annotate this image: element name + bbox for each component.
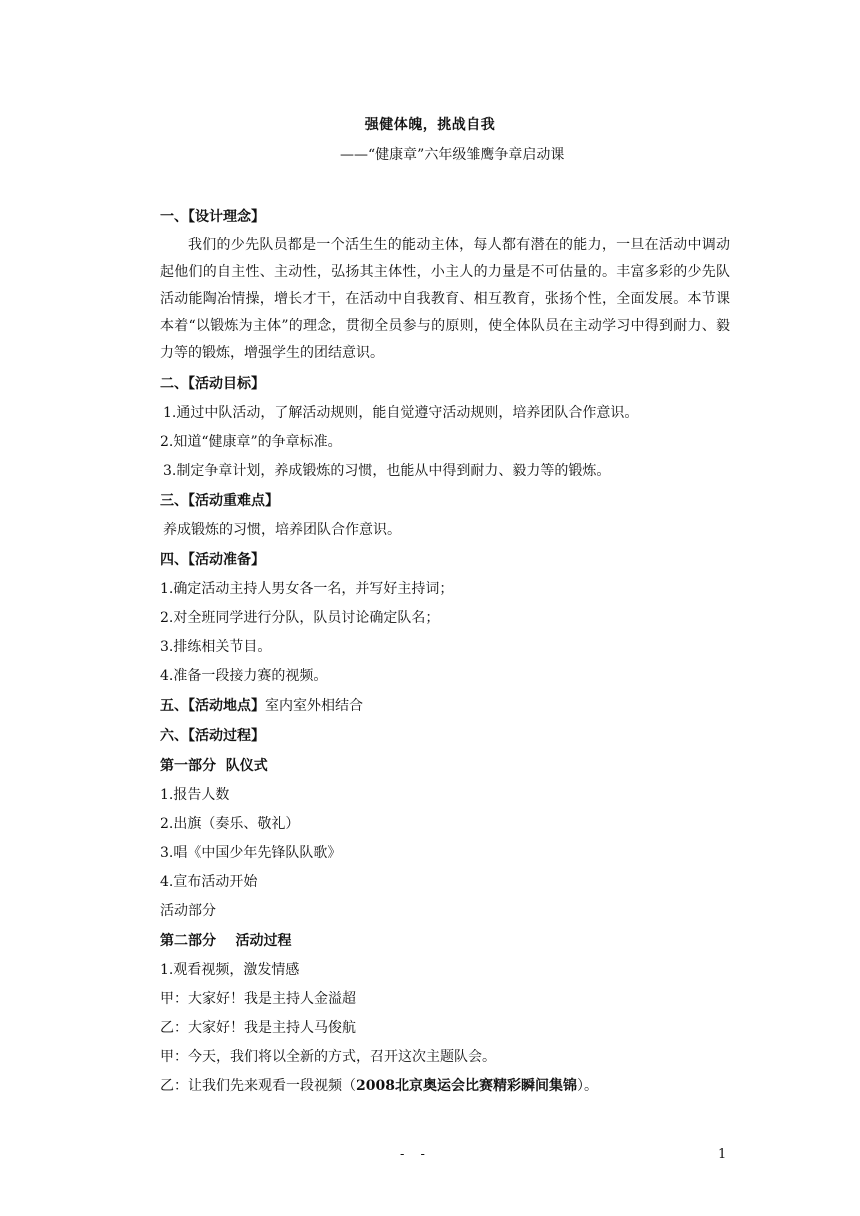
part2-heading: 第二部分 活动过程 <box>160 933 292 949</box>
section-location <box>160 691 730 721</box>
dialogue-line-last <box>160 1072 730 1101</box>
objective-item: 1.通过中队活动，了解活动规则，能自觉遵守活动规则，培养团队合作意识。 <box>163 405 639 421</box>
dialogue-prefix: 乙：让我们先来观看一段视频（ <box>160 1078 356 1094</box>
design-concept-paragraph: 我们的少先队员都是一个活生生的能动主体，每人都有潜在的能力，一旦在活动中调动起他们的自主性、主动性，弘扬其主体性，小主人的力量是不可估量的。丰富多彩的少先队活动能陶冶情操，增长才干，在活动中自我教育、相互教育，张扬个性，全面发展。本节课本着“以锻炼为主体”的理念，贯彻全员参与的原则，使全体队员在主动学习中得到耐力、毅力等的锻炼，增强学生的团结意识。 <box>160 237 730 361</box>
section-heading-key-points: 三、【活动重难点】 <box>160 493 279 509</box>
section-heading-design-concept: 一、【设计理念】 <box>160 209 265 225</box>
section-heading-preparation: 四、【活动准备】 <box>160 552 265 568</box>
objective-item: 2.知道“健康章”的争章标准。 <box>160 434 342 450</box>
preparation-item: 1.确定活动主持人男女各一名，并写好主持词； <box>160 581 454 597</box>
preparation-item: 2.对全班同学进行分队，队员讨论确定队名； <box>160 610 440 626</box>
footer-dashes: - - <box>400 1147 431 1162</box>
dialogue-line: 甲：今天，我们将以全新的方式，召开这次主题队会。 <box>160 1049 496 1065</box>
section-heading-objectives: 二、【活动目标】 <box>160 376 265 392</box>
part1-item: 1.报告人数 <box>160 787 230 803</box>
document-subtitle: ——“健康章”六年级雏鹰争章启动课 <box>340 147 565 163</box>
section-heading-location: 五、【活动地点】 <box>160 698 265 714</box>
part1-item: 2.出旗（奏乐、敬礼） <box>160 816 300 832</box>
part2-item: 1.观看视频，激发情感 <box>160 962 300 978</box>
dialogue-line: 乙：大家好！我是主持人马俊航 <box>160 1020 356 1036</box>
part1-item: 3.唱《中国少年先锋队队歌》 <box>160 845 342 861</box>
document-title: 强健体魄，挑战自我 <box>364 117 496 133</box>
part1-heading: 第一部分 队仪式 <box>160 758 268 774</box>
preparation-item: 3.排练相关节目。 <box>160 639 272 655</box>
activity-part-label: 活动部分 <box>160 903 216 919</box>
objective-item: 3.制定争章计划，养成锻炼的习惯，也能从中得到耐力、毅力等的锻炼。 <box>163 463 611 479</box>
section-heading-process: 六、【活动过程】 <box>160 728 265 744</box>
page-number: 1 <box>718 1147 727 1162</box>
part1-item: 4.宣布活动开始 <box>160 874 258 890</box>
dialogue-line: 甲：大家好！我是主持人金溢超 <box>160 991 356 1007</box>
document-body <box>160 202 730 1101</box>
location-text: 室内室外相结合 <box>265 698 363 714</box>
video-title: 2008北京奥运会比赛精彩瞬间集锦 <box>356 1078 577 1094</box>
key-points-text: 养成锻炼的习惯，培养团队合作意识。 <box>163 522 401 538</box>
preparation-item: 4.准备一段接力赛的视频。 <box>160 668 328 684</box>
dialogue-suffix: ）。 <box>576 1078 598 1094</box>
